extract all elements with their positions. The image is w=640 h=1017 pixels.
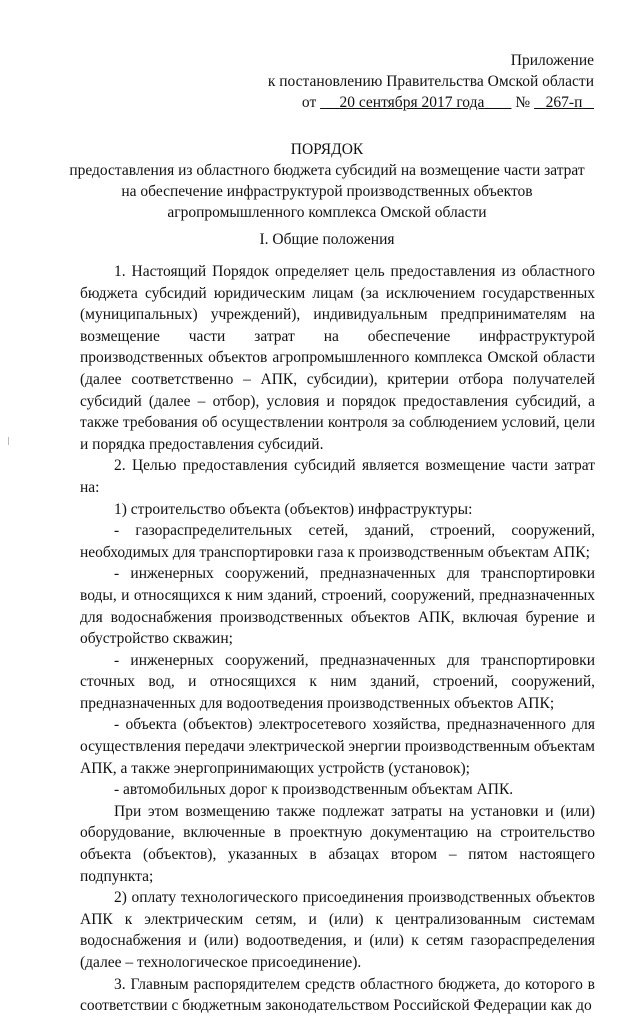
paragraph: 1) строительство объекта (объектов) инфраструктуры: xyxy=(114,500,473,518)
title-heading: ПОРЯДОК xyxy=(290,141,364,158)
appendix-header xyxy=(268,50,594,113)
paragraph: - автомобильных дорог к производственным объектам АПК. xyxy=(114,781,514,799)
appendix-date-line xyxy=(268,92,594,113)
resolution-number: 267-п xyxy=(545,94,583,111)
paragraph: - инженерных сооружений, предназначенных для транспортировки сточных вод, и относящихся к ним зданий, строений, сооружений, предназначенных для водоотведения производственных объектов АПК; xyxy=(80,651,595,712)
paragraph: При этом возмещению также подлежат затраты на установки и (или) оборудование, включенные в проектную документацию на строительство объекта (объектов), указанных в абзацах втором – пятом настоящего подпункта; xyxy=(80,802,595,885)
paragraph: 1. Настоящий Порядок определяет цель предоставления из областного бюджета субсидий юридическим лицам (за исключением государственных (муниципальных) учреждений), индивидуальным предпринимателям на возмещение части затрат на обеспечение инфраструктурой производственных объектов агропромышленного комплекса Омской области (далее соответственно – АПК, субсидии), критерии отбора получателей субсидий (далее – отбор), условия и порядок предоставления субсидий, а также требования об осуществлении контроля за соблюдением условий, цели и порядка предоставления субсидий. xyxy=(80,263,595,453)
paragraph: - объекта (объектов) электросетевого хозяйства, предназначенного для осуществления передачи электрической энергии производственным объектам АПК, а также энергопринимающих устройств (установок); xyxy=(80,716,595,777)
appendix-resolution: к постановлению Правительства Омской области xyxy=(267,73,594,90)
document-title xyxy=(60,139,594,223)
from-label: от xyxy=(301,94,317,111)
title-line-3: агропромышленного комплекса Омской области xyxy=(167,204,487,221)
appendix-title: Приложение xyxy=(510,52,594,69)
paragraph: 2) оплату технологического присоединения производственных объектов АПК к электрическим сетям, и (или) к централизованным системам водоснабжения и (или) водоотведения, и (или) к сетям газораспределения (далее – технологическое присоединение). xyxy=(80,889,595,971)
scan-mark xyxy=(8,437,9,445)
section-heading: I. Общие положения xyxy=(259,231,395,248)
paragraph: - инженерных сооружений, предназначенных для транспортировки воды, и относящихся к ним зданий, строений, сооружений, предназначенных для водоснабжения производственных объектов АПК, включая бурение и обустройство скважин; xyxy=(80,565,595,648)
title-line-1: предоставления из областного бюджета субсидий на возмещение части затрат xyxy=(69,162,585,179)
body-text xyxy=(80,261,595,1017)
number-label: № xyxy=(515,94,531,111)
paragraph: 2. Целью предоставления субсидий является возмещение части затрат на: xyxy=(80,457,595,496)
title-line-2: на обеспечение инфраструктурой производственных объектов xyxy=(121,183,533,200)
paragraph: 3. Главным распорядителем средств областного бюджета, до которого в соответствии с бюджетным законодательством Российской Федерации как до xyxy=(80,975,595,1015)
paragraph: - газораспределительных сетей, зданий, строений, сооружений, необходимых для транспортировки газа к производственным объектам АПК; xyxy=(80,522,595,561)
resolution-date: 20 сентября 2017 года xyxy=(339,94,485,111)
